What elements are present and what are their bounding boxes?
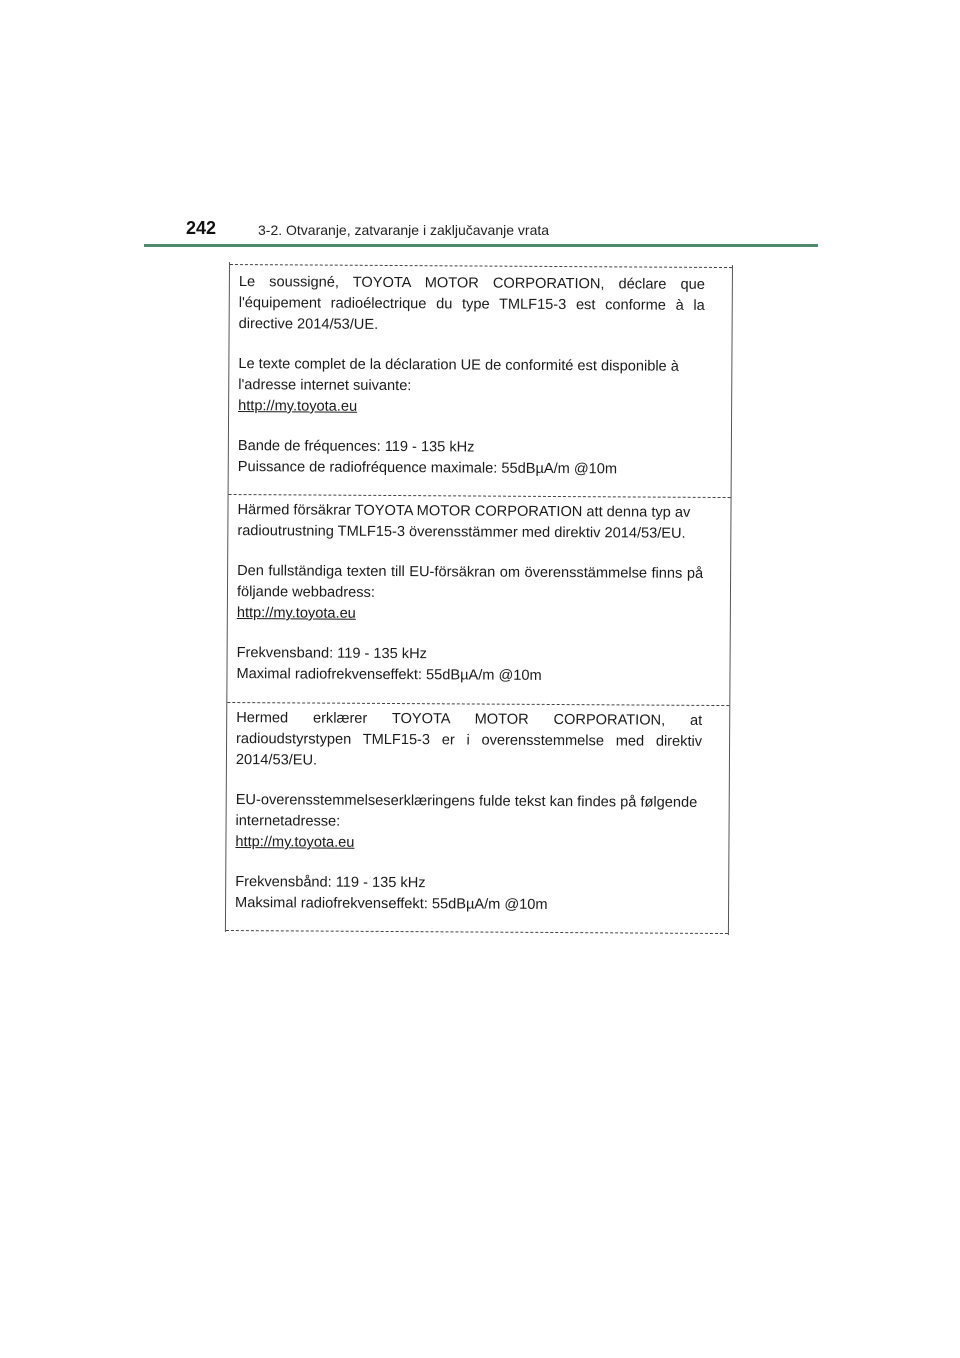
declaration-french	[238, 272, 705, 481]
toyota-url-link[interactable]: http://my.toyota.eu	[235, 834, 355, 851]
declaration-text: Härmed försäkrar TOYOTA MOTOR CORPORATION att denna typ av radioutrustning TMLF15-3 överensstämmer med direktiv 2014/53/EU.	[237, 502, 691, 542]
header-rule	[144, 244, 818, 247]
availability-text: EU-overensstemmelseserklæringens fulde tekst kan findes på følgende internetadresse:	[235, 792, 698, 830]
frequency-band: Bande de fréquences: 119 - 135 kHz	[237, 438, 475, 456]
declaration-text: Le soussigné, TOYOTA MOTOR CORPORATION, déclare que l'équipement radioélectrique du type TMLF15-3 est conforme à la directive 2014/53/UE.	[238, 274, 705, 333]
max-power: Maksimal radiofrekvenseffekt: 55dBµA/m @10m	[235, 895, 548, 913]
page-header	[144, 218, 818, 246]
dashed-divider	[230, 264, 732, 268]
frequency-band: Frekvensband: 119 - 135 kHz	[236, 645, 428, 663]
page-number: 242	[186, 218, 217, 238]
dashed-divider	[226, 930, 728, 934]
toyota-url-link[interactable]: http://my.toyota.eu	[236, 605, 356, 622]
declaration-swedish	[236, 500, 703, 688]
max-power: Maximal radiofrekvenseffekt: 55dBµA/m @10m	[236, 666, 542, 684]
availability-text: Den fullständiga texten till EU-försäkran om överensstämmelse finns på följande webbadress:	[236, 563, 704, 601]
declaration-danish	[235, 708, 702, 917]
availability-text: Le texte complet de la déclaration UE de conformité est disponible à l'adresse internet suivante:	[238, 356, 679, 395]
max-power: Puissance de radiofréquence maximale: 55dBµA/m @10m	[237, 459, 618, 478]
section-title: 3-2. Otvaranje, zatvaranje i zaključavanje vrata	[258, 222, 550, 238]
declaration-box	[225, 262, 733, 935]
frequency-band: Frekvensbånd: 119 - 135 kHz	[235, 874, 426, 892]
dashed-divider	[229, 494, 731, 498]
declaration-text: Hermed erklærer TOYOTA MOTOR CORPORATION, at radioudstyrstypen TMLF15-3 er i overensstemmelse med direktiv 2014/53/EU.	[235, 710, 703, 769]
toyota-url-link[interactable]: http://my.toyota.eu	[238, 398, 358, 415]
dashed-divider	[227, 702, 729, 706]
